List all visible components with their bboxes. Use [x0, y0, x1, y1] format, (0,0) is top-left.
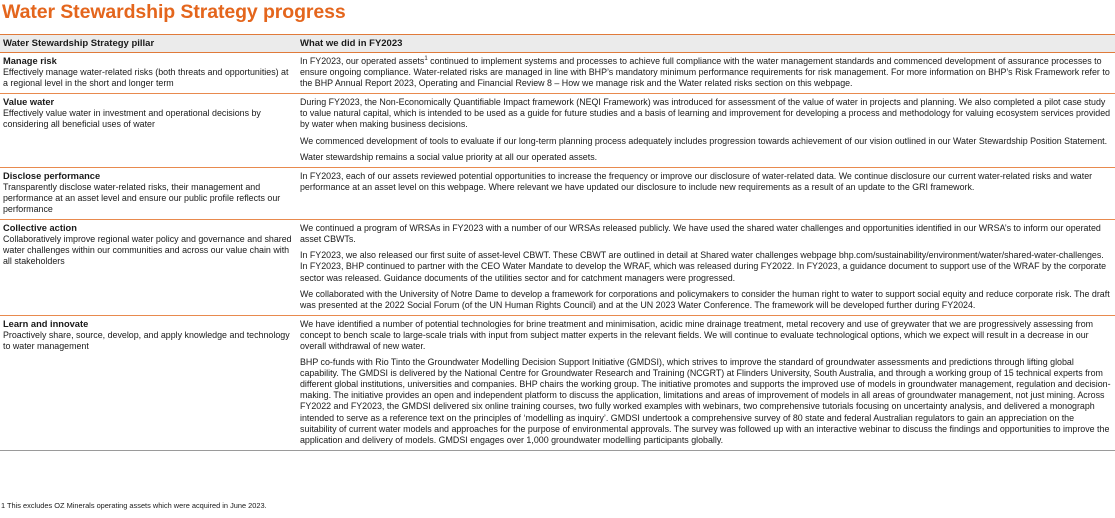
- pillar-cell: [0, 220, 297, 316]
- progress-cell: [297, 315, 1115, 450]
- progress-paragraph: Water stewardship remains a social value priority at all our operated assets.: [300, 151, 598, 162]
- footnote: 1 This excludes OZ Minerals operating assets which were acquired in June 2023.: [1, 501, 267, 510]
- pillar-name: Learn and innovate: [3, 318, 89, 329]
- progress-cell: [297, 220, 1115, 316]
- pillar-description: Effectively manage water-related risks (both threats and opportunities) at a regional level in the short and longer term: [3, 67, 289, 89]
- pillar-name: Collective action: [3, 223, 77, 234]
- pillar-name: Manage risk: [3, 56, 57, 66]
- pillar-description: Transparently disclose water-related risks, their management and performance at an asset level and ensure our public profile reflects our performance: [3, 181, 281, 215]
- footnote-marker: 1: [424, 56, 428, 63]
- table-row: [0, 167, 1115, 219]
- progress-cell: [297, 167, 1115, 219]
- table-row: [0, 315, 1115, 450]
- strategy-table: [0, 34, 1115, 451]
- pillar-description: Effectively value water in investment and operational decisions by considering all beneficial uses of water: [3, 108, 261, 130]
- pillar-description: Proactively share, source, develop, and apply knowledge and technology to water management: [3, 329, 290, 351]
- progress-paragraph: We commenced development of tools to evaluate if our long-term planning process adequately includes progression towards achievement of our vision outlined in our Water Stewardship Position Statement.: [300, 135, 1108, 146]
- table-header: [0, 35, 1115, 53]
- progress-paragraph: BHP co-funds with Rio Tinto the Groundwater Modelling Decision Support Initiative (GMDSI), which strives to improve the standard of groundwater assessments and predictions through lifting global capability. The GMDSI is delivered by the National Centre for Groundwater Research and Training (NCGRT) at Flinders University, South Australia, and through a working group of 15 technical experts from different global institutions, universities and companies. BHP chairs the working group. The initiative promotes and supports the improved use of models in groundwater management, regulation and decision-making. The initiative provides an open and independent platform to discuss the application, limitations and areas of improvement of models in all areas of groundwater management, not just mining. Across FY2022 and FY2023, the GMDSI delivered six online training courses, two fully worked examples with webinars, two comprehensive tutorials focusing on uncertainty analysis, and delivered a monograph intended to serve as a reference text on the principles of ‘modelling as inquiry’. GMDSI undertook a comprehensive survey of 80 state and federal Australian regulators to gain an appreciation on the suitability of current water models and approaches for the purpose of environmental approvals. The survey was followed up with an interactive webinar to discuss the findings and opportunities to improve the application and delivery of models. GMDSI engages over 1,000 groundwater modelling participants globally.: [300, 357, 1111, 445]
- progress-paragraph: In FY2023, each of our assets reviewed potential opportunities to increase the frequency or improve our disclosure of water-related data. We continue disclosure our current water-related risks and water performance at an asset level on this webpage. Where relevant we have updated our disclosure to include new requirements as a result of an update to the GRI framework.: [300, 170, 1093, 192]
- progress-paragraph: During FY2023, the Non-Economically Quantifiable Impact framework (NEQI Framework) was introduced for assessment of the value of water in projects and planning. We also completed a pilot case study to value natural capital, which is intended to be used as a guide for future studies and a basis of learning and improvement for developing a process and methodology for valuing ecosystem services provided by water when making business decisions.: [300, 97, 1111, 130]
- progress-paragraph: We have identified a number of potential technologies for brine treatment and minimisation, acidic mine drainage treatment, metal recovery and use of greywater that we are progressively assessing from concept to bench scale to large-scale trials with input from subject matter experts in the relevant fields. We will continue to evaluate technological options, which we expect will result in a decrease in our overall withdrawal of new water.: [300, 318, 1094, 351]
- column-header-fy2023: What we did in FY2023: [297, 35, 1115, 53]
- progress-paragraph: We collaborated with the University of Notre Dame to develop a framework for corporations and policymakers to consider the human right to water to support social equity and reduce corporate risk. The draft was presented at the 2022 Social Forum (of the UN Human Rights Council) and at the UN 2023 Water Conference. The framework will be developed further during FY2024.: [300, 288, 1110, 310]
- pillar-cell: [0, 315, 297, 450]
- progress-cell: [297, 94, 1115, 167]
- pillar-cell: [0, 167, 297, 219]
- table-row: [0, 53, 1115, 94]
- table-row: [0, 94, 1115, 167]
- pillar-name: Value water: [3, 97, 55, 108]
- pillar-cell: [0, 53, 297, 94]
- pillar-name: Disclose performance: [3, 170, 101, 181]
- progress-paragraph: In FY2023, our operated assets$^1$ continued to implement systems and processes to achieve full compliance with the water management standards and commenced development of assurance processes to ensure ongoing compliance. Water-related risks are managed in line with BHP’s mandatory minimum performance requirements for risk management. For more information on BHP’s Risk Framework refer to the BHP Annual Report 2023, Operating and Financial Review 8 – How we manage risk and the Water related risks section on this webpage.: [300, 56, 1110, 89]
- page-title: Water Stewardship Strategy progress: [2, 1, 346, 23]
- progress-paragraph: We continued a program of WRSAs in FY2023 with a number of our WRSAs released publicly. We have used the shared water challenges and opportunities identified in our WRSA’s to inform our operated asset CBWTs.: [300, 223, 1101, 245]
- table-row: [0, 220, 1115, 316]
- progress-paragraph: In FY2023, we also released our first suite of asset-level CBWT. These CBWT are outlined in detail at Shared water challenges webpage bhp.com/sustainability/environment/water/shared-water-challenges. In FY2023, BHP continued to partner with the CEO Water Mandate to develop the WRAF, which was released during FY2022. In FY2023, a guidance document to support use of the WRAF by the corporate sector was released. Guidance documents of the utilities sector and for catchment managers were progressed.: [300, 250, 1107, 283]
- pillar-cell: [0, 94, 297, 167]
- pillar-description: Collaboratively improve regional water policy and governance and shared water challenges within our communities and across our value chain with all stakeholders: [3, 234, 292, 267]
- column-header-pillar: Water Stewardship Strategy pillar: [0, 35, 297, 53]
- progress-cell: [297, 53, 1115, 94]
